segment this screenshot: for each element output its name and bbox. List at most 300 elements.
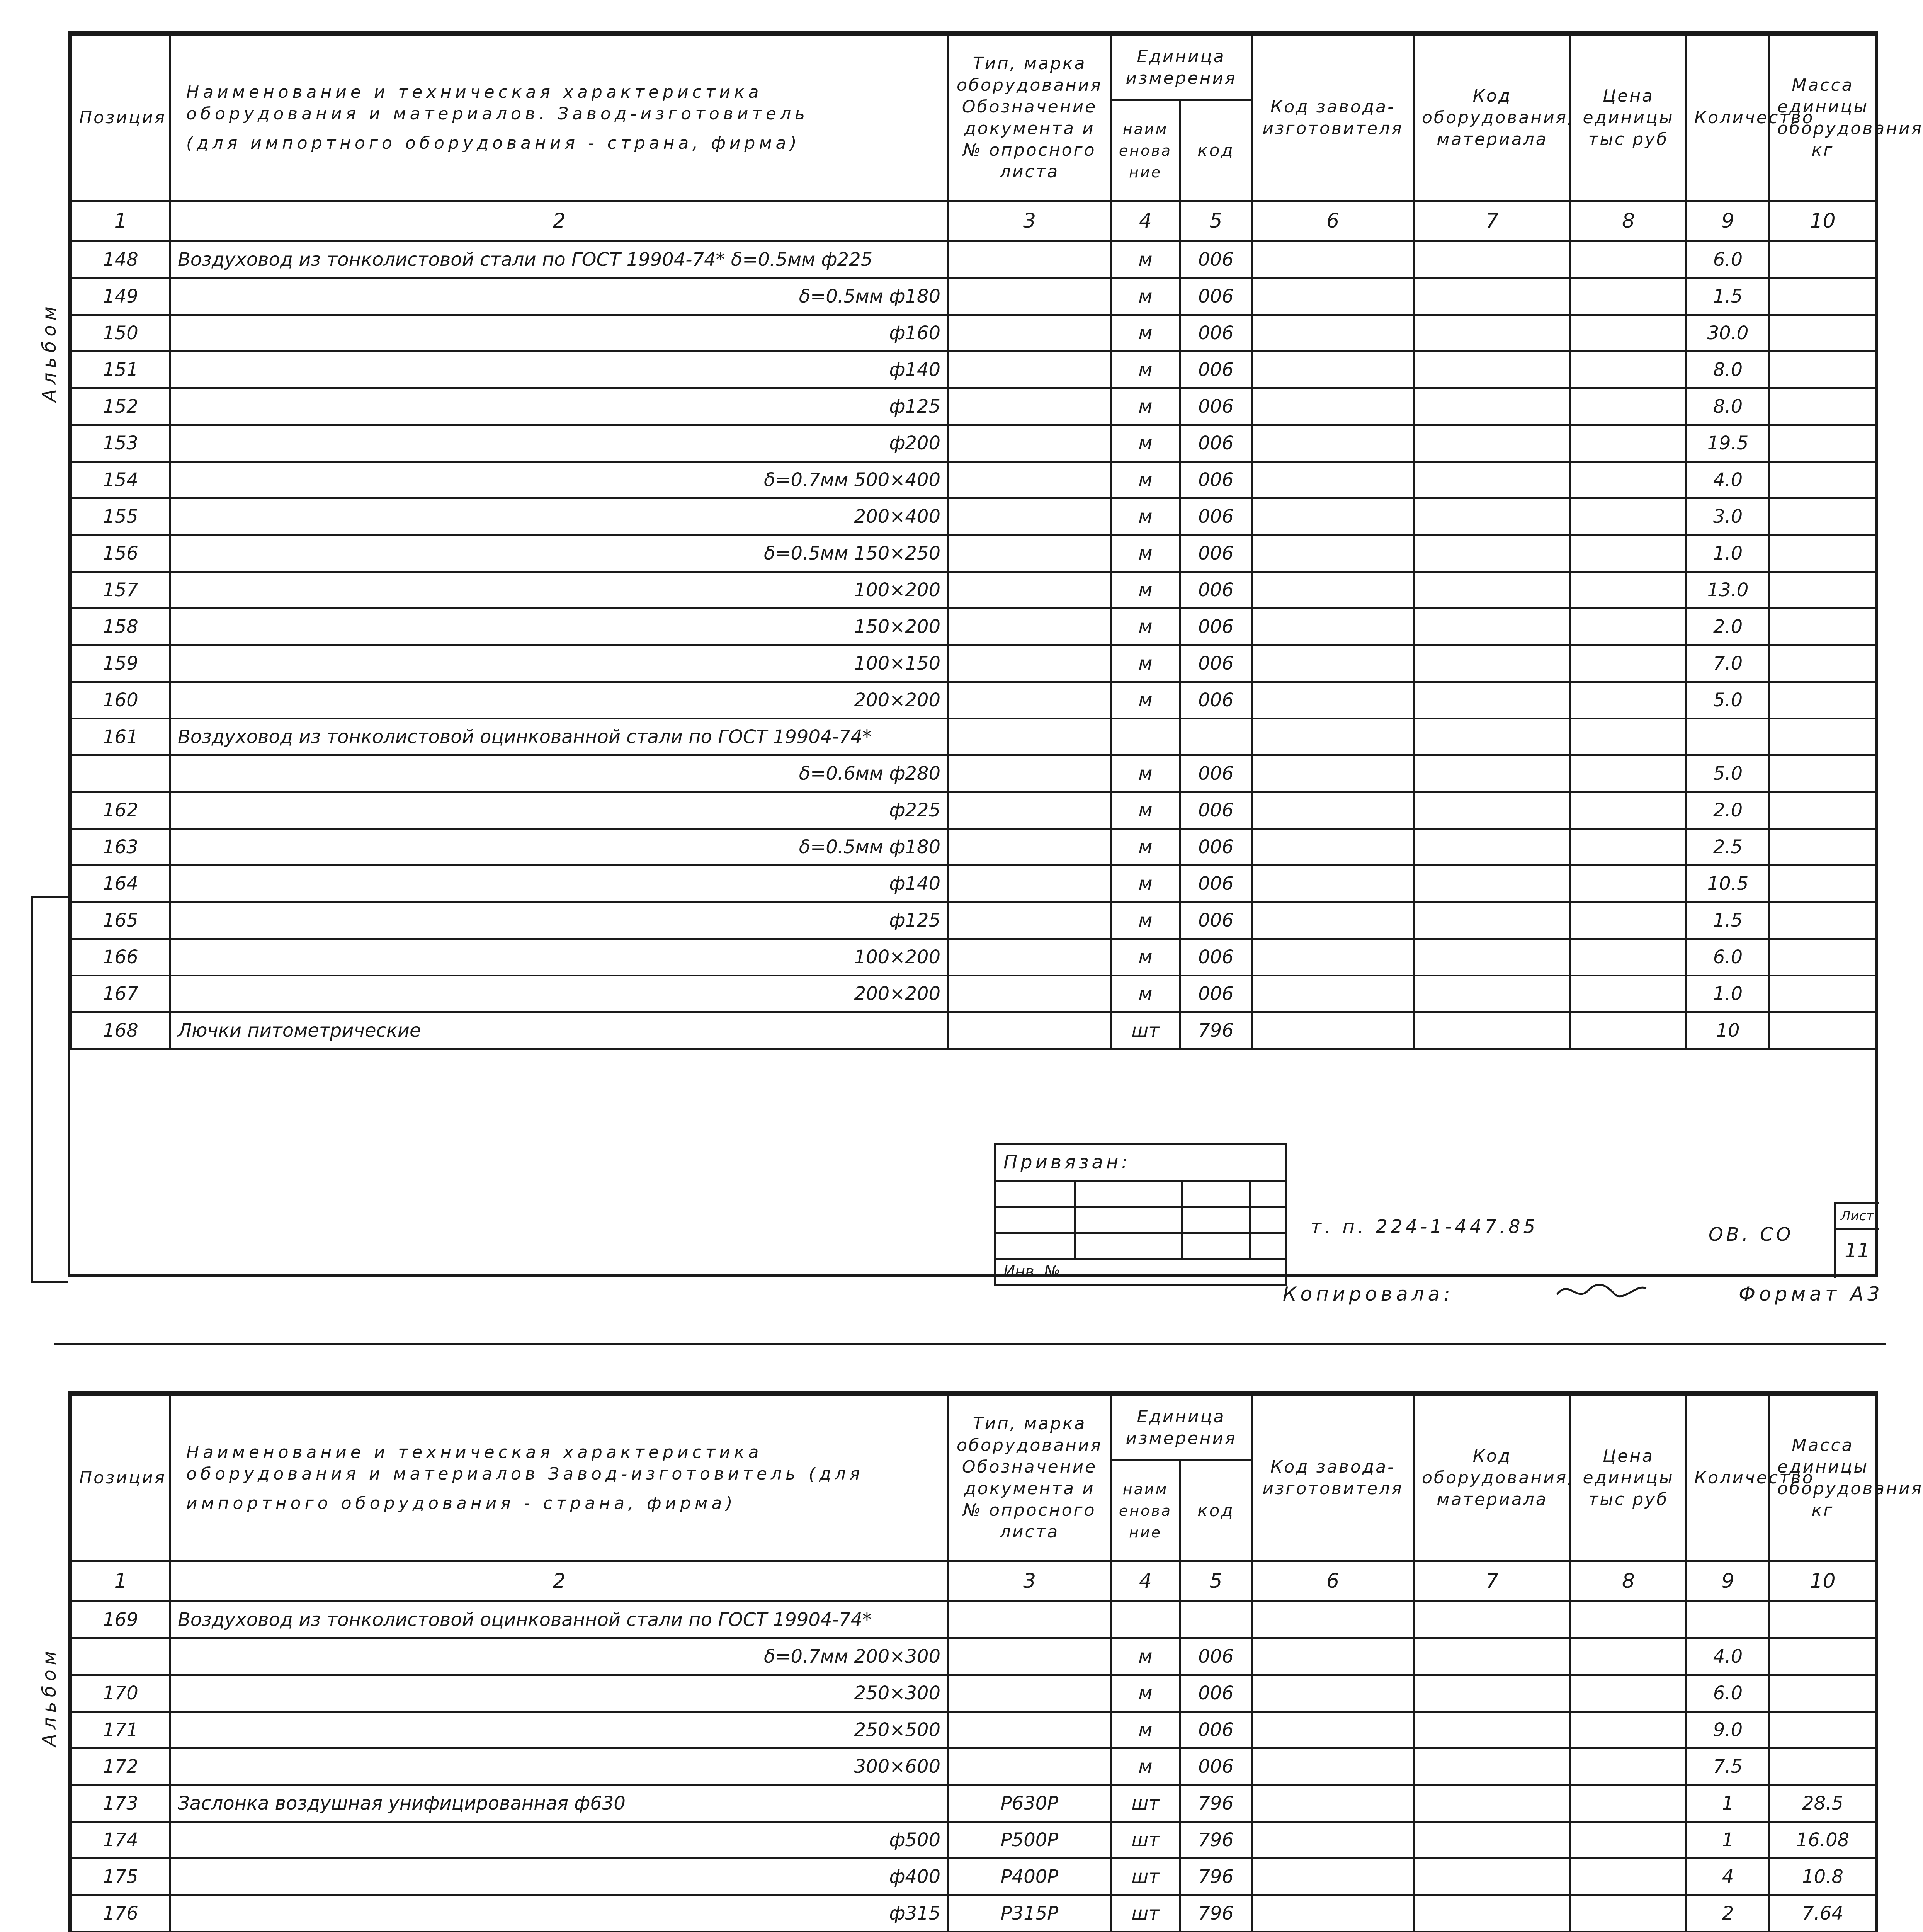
row-equip-code [1414, 866, 1571, 902]
row-type [949, 535, 1111, 572]
table-row [71, 388, 1876, 425]
row-equip-code [1414, 682, 1571, 719]
row-mass [1770, 976, 1876, 1012]
row-qty: 4 [1687, 1859, 1770, 1895]
row-unit: м [1111, 609, 1180, 645]
row-position: 173 [71, 1785, 170, 1822]
row-qty: 7.5 [1687, 1748, 1770, 1785]
row-unit-code: 006 [1180, 462, 1252, 498]
header-equip-code: Код оборудования, материала [1414, 35, 1571, 201]
row-mass [1770, 352, 1876, 388]
row-type [949, 645, 1111, 682]
column-number-7: 7 [1414, 1561, 1571, 1602]
row-equip-code [1414, 609, 1571, 645]
row-mass [1770, 278, 1876, 315]
row-equip-code [1414, 1675, 1571, 1712]
row-equip-code [1414, 498, 1571, 535]
table-row [71, 1748, 1876, 1785]
row-name: δ=0.7мм 200×300 [170, 1638, 949, 1675]
row-position: 170 [71, 1675, 170, 1712]
table-row [71, 498, 1876, 535]
row-price [1571, 498, 1687, 535]
row-position: 148 [71, 242, 170, 278]
row-type [949, 572, 1111, 609]
margin-bracket-1 [31, 896, 68, 1283]
row-name: ф200 [170, 425, 949, 462]
header-price-2: Цена единицы тыс руб [1571, 1395, 1687, 1561]
row-mass [1770, 388, 1876, 425]
row-unit: м [1111, 425, 1180, 462]
row-name: ф400 [170, 1859, 949, 1895]
row-name: 250×300 [170, 1675, 949, 1712]
row-unit-code: 006 [1180, 792, 1252, 829]
row-factory-code [1252, 1712, 1414, 1748]
row-unit: шт [1111, 1859, 1180, 1895]
row-name: ф225 [170, 792, 949, 829]
row-price [1571, 278, 1687, 315]
row-factory-code [1252, 1675, 1414, 1712]
row-qty: 7.0 [1687, 645, 1770, 682]
table-row [71, 976, 1876, 1012]
row-price [1571, 1675, 1687, 1712]
row-type [949, 829, 1111, 866]
row-type [949, 1012, 1111, 1049]
table-row [71, 1675, 1876, 1712]
table-row [71, 242, 1876, 278]
row-mass [1770, 462, 1876, 498]
header-factory-code-2: Код завода-изготовителя [1252, 1395, 1414, 1561]
header-type-2: Тип, марка оборудования Обозначение документа и № опросного листа [949, 1395, 1111, 1561]
row-type [949, 1748, 1111, 1785]
row-unit-code: 006 [1180, 1748, 1252, 1785]
column-number-7: 7 [1414, 201, 1571, 242]
row-unit-code: 006 [1180, 645, 1252, 682]
row-name: δ=0.5мм ф180 [170, 829, 949, 866]
row-mass: 7.64 [1770, 1895, 1876, 1932]
row-unit: м [1111, 755, 1180, 792]
row-unit: м [1111, 682, 1180, 719]
column-number-8: 8 [1571, 201, 1687, 242]
row-qty: 1.0 [1687, 976, 1770, 1012]
row-factory-code [1252, 976, 1414, 1012]
row-position: 162 [71, 792, 170, 829]
row-position: 149 [71, 278, 170, 315]
row-mass [1770, 315, 1876, 352]
row-name: 300×600 [170, 1748, 949, 1785]
signature-1 [1553, 1275, 1650, 1306]
row-mass [1770, 498, 1876, 535]
table-row [71, 682, 1876, 719]
row-mass [1770, 1602, 1876, 1638]
column-number-8: 8 [1571, 1561, 1687, 1602]
bound-stamp-1 [994, 1143, 1287, 1286]
row-unit-code: 006 [1180, 242, 1252, 278]
bound-label-1: Привязан: [995, 1144, 1287, 1181]
spec-sheet-12 [68, 1391, 1923, 1932]
row-unit-code: 006 [1180, 902, 1252, 939]
row-type [949, 498, 1111, 535]
column-number-9: 9 [1687, 201, 1770, 242]
table-row [71, 1785, 1876, 1822]
row-name: ф140 [170, 352, 949, 388]
row-unit-code: 006 [1180, 976, 1252, 1012]
row-qty: 4.0 [1687, 1638, 1770, 1675]
row-unit: м [1111, 535, 1180, 572]
row-factory-code [1252, 792, 1414, 829]
row-unit-code: 796 [1180, 1012, 1252, 1049]
row-qty: 10 [1687, 1012, 1770, 1049]
row-factory-code [1252, 1602, 1414, 1638]
row-type [949, 278, 1111, 315]
row-position: 161 [71, 719, 170, 755]
row-name: ф125 [170, 388, 949, 425]
row-type [949, 1602, 1111, 1638]
column-number-3: 3 [949, 1561, 1111, 1602]
row-factory-code [1252, 719, 1414, 755]
row-mass [1770, 535, 1876, 572]
column-number-1: 1 [71, 201, 170, 242]
row-mass: 16.08 [1770, 1822, 1876, 1859]
row-type: Р315Р [949, 1895, 1111, 1932]
row-price [1571, 462, 1687, 498]
row-factory-code [1252, 498, 1414, 535]
row-unit: м [1111, 1748, 1180, 1785]
row-factory-code [1252, 572, 1414, 609]
album-label-1: Альбом [39, 302, 60, 402]
table-row [71, 1712, 1876, 1748]
row-mass [1770, 572, 1876, 609]
table-row [71, 719, 1876, 755]
row-qty: 1 [1687, 1785, 1770, 1822]
column-number-10: 10 [1770, 201, 1876, 242]
row-position: 157 [71, 572, 170, 609]
row-price [1571, 866, 1687, 902]
row-position: 156 [71, 535, 170, 572]
sheet-num-1: 11 [1844, 1239, 1870, 1262]
row-mass [1770, 609, 1876, 645]
row-qty: 8.0 [1687, 388, 1770, 425]
table-row [71, 425, 1876, 462]
row-mass: 10.8 [1770, 1859, 1876, 1895]
table-row [71, 1822, 1876, 1859]
row-price [1571, 682, 1687, 719]
row-type: Р400Р [949, 1859, 1111, 1895]
header-name-2 [170, 1395, 949, 1561]
table-row [71, 792, 1876, 829]
row-position: 150 [71, 315, 170, 352]
header-qty: Количество [1687, 35, 1770, 201]
row-unit: м [1111, 645, 1180, 682]
row-unit: м [1111, 829, 1180, 866]
row-name: Воздуховод из тонколистовой оцинкованной стали по ГОСТ 19904-74* [170, 719, 949, 755]
row-factory-code [1252, 609, 1414, 645]
spec-table-2 [70, 1394, 1923, 1932]
page-divider [54, 1343, 1886, 1345]
format-1: Формат А3 [1739, 1283, 1884, 1305]
row-price [1571, 1012, 1687, 1049]
row-unit: м [1111, 572, 1180, 609]
row-equip-code [1414, 1602, 1571, 1638]
row-qty: 5.0 [1687, 682, 1770, 719]
row-price [1571, 1638, 1687, 1675]
row-price [1571, 242, 1687, 278]
row-unit: м [1111, 902, 1180, 939]
column-number-10: 10 [1770, 1561, 1876, 1602]
row-equip-code [1414, 278, 1571, 315]
row-position: 153 [71, 425, 170, 462]
column-number-3: 3 [949, 201, 1111, 242]
table-row [71, 939, 1876, 976]
column-number-6: 6 [1252, 201, 1414, 242]
table-row [71, 278, 1876, 315]
row-position: 166 [71, 939, 170, 976]
row-unit-code: 006 [1180, 1712, 1252, 1748]
row-factory-code [1252, 425, 1414, 462]
column-numbers-row-2 [71, 1561, 1876, 1602]
row-name: Воздуховод из тонколистовой стали по ГОСТ 19904-74* δ=0.5мм ф225 [170, 242, 949, 278]
row-mass [1770, 792, 1876, 829]
row-position [71, 1638, 170, 1675]
row-factory-code [1252, 535, 1414, 572]
row-type [949, 1675, 1111, 1712]
row-unit: м [1111, 315, 1180, 352]
row-name: δ=0.6мм ф280 [170, 755, 949, 792]
table-row [71, 609, 1876, 645]
row-qty: 30.0 [1687, 315, 1770, 352]
row-position: 171 [71, 1712, 170, 1748]
table-row [71, 1012, 1876, 1049]
row-name: Лючки питометрические [170, 1012, 949, 1049]
spec-sheet-11 [68, 31, 1923, 1281]
row-position: 164 [71, 866, 170, 902]
row-qty: 19.5 [1687, 425, 1770, 462]
row-qty: 6.0 [1687, 1675, 1770, 1712]
row-type [949, 682, 1111, 719]
row-unit: м [1111, 1712, 1180, 1748]
header-type: Тип, марка оборудования Обозначение документа и № опросного листа [949, 35, 1111, 201]
row-equip-code [1414, 462, 1571, 498]
row-factory-code [1252, 902, 1414, 939]
row-name: Воздуховод из тонколистовой оцинкованной стали по ГОСТ 19904-74* [170, 1602, 949, 1638]
column-number-1: 1 [71, 1561, 170, 1602]
row-unit-code: 006 [1180, 278, 1252, 315]
row-factory-code [1252, 755, 1414, 792]
row-qty: 1.0 [1687, 535, 1770, 572]
row-price [1571, 645, 1687, 682]
row-price [1571, 352, 1687, 388]
row-position: 175 [71, 1859, 170, 1895]
row-unit: м [1111, 242, 1180, 278]
row-type [949, 792, 1111, 829]
row-price [1571, 1859, 1687, 1895]
row-type [949, 1638, 1111, 1675]
header-mass: Масса единицы оборудования кг [1770, 35, 1876, 201]
header-unit-code: код [1180, 100, 1252, 201]
row-price [1571, 535, 1687, 572]
row-position: 151 [71, 352, 170, 388]
row-equip-code [1414, 388, 1571, 425]
row-unit: м [1111, 462, 1180, 498]
row-name: 100×150 [170, 645, 949, 682]
row-price [1571, 1822, 1687, 1859]
column-number-2: 2 [170, 201, 949, 242]
row-equip-code [1414, 572, 1571, 609]
spec-body-2 [71, 1602, 1876, 1932]
album-label-2: Альбом [39, 1646, 60, 1747]
row-name: δ=0.5мм 150×250 [170, 535, 949, 572]
row-mass [1770, 242, 1876, 278]
inv-label-1: Инв. № [995, 1259, 1287, 1285]
row-unit-code: 006 [1180, 425, 1252, 462]
row-factory-code [1252, 1012, 1414, 1049]
table-row [71, 866, 1876, 902]
row-position: 158 [71, 609, 170, 645]
row-unit: м [1111, 498, 1180, 535]
row-position: 169 [71, 1602, 170, 1638]
row-unit-code: 006 [1180, 755, 1252, 792]
row-qty: 1.5 [1687, 278, 1770, 315]
row-equip-code [1414, 315, 1571, 352]
spec-body-1 [71, 242, 1876, 1049]
row-type: Р500Р [949, 1822, 1111, 1859]
row-factory-code [1252, 1785, 1414, 1822]
row-unit-code: 796 [1180, 1859, 1252, 1895]
row-factory-code [1252, 645, 1414, 682]
row-unit: м [1111, 939, 1180, 976]
row-name: ф315 [170, 1895, 949, 1932]
row-factory-code [1252, 829, 1414, 866]
column-number-6: 6 [1252, 1561, 1414, 1602]
row-type [949, 315, 1111, 352]
row-qty: 3.0 [1687, 498, 1770, 535]
header-unit-name: наименование [1111, 100, 1180, 201]
row-type [949, 242, 1111, 278]
header-name-top: Наименование и техническая характеристика оборудования и материалов. Завод-изготовитель [186, 82, 809, 124]
row-position: 172 [71, 1748, 170, 1785]
header-unit-name-2: наименование [1111, 1461, 1180, 1561]
row-qty: 1 [1687, 1822, 1770, 1859]
row-unit-code [1180, 1602, 1252, 1638]
row-equip-code [1414, 1012, 1571, 1049]
row-unit: м [1111, 388, 1180, 425]
row-equip-code [1414, 1712, 1571, 1748]
row-price [1571, 829, 1687, 866]
column-number-5: 5 [1180, 201, 1252, 242]
row-price [1571, 792, 1687, 829]
row-unit-code: 006 [1180, 866, 1252, 902]
doc-mark-1: ОВ. СО [1709, 1224, 1794, 1245]
row-equip-code [1414, 939, 1571, 976]
row-position: 155 [71, 498, 170, 535]
row-equip-code [1414, 1638, 1571, 1675]
column-number-2: 2 [170, 1561, 949, 1602]
row-mass [1770, 1675, 1876, 1712]
row-unit-code: 006 [1180, 388, 1252, 425]
row-unit-code: 006 [1180, 682, 1252, 719]
row-price [1571, 572, 1687, 609]
row-position: 154 [71, 462, 170, 498]
row-unit: м [1111, 866, 1180, 902]
row-equip-code [1414, 425, 1571, 462]
row-equip-code [1414, 645, 1571, 682]
header-qty-2: Количество [1687, 1395, 1770, 1561]
row-unit: м [1111, 278, 1180, 315]
header-name [170, 35, 949, 201]
row-name: 150×200 [170, 609, 949, 645]
row-name: ф500 [170, 1822, 949, 1859]
row-unit: шт [1111, 1895, 1180, 1932]
row-price [1571, 976, 1687, 1012]
row-name: Заслонка воздушная унифицированная ф630 [170, 1785, 949, 1822]
row-mass [1770, 939, 1876, 976]
row-type [949, 902, 1111, 939]
row-qty: 2 [1687, 1895, 1770, 1932]
row-position: 160 [71, 682, 170, 719]
row-name: 200×200 [170, 976, 949, 1012]
row-price [1571, 388, 1687, 425]
row-name: 200×400 [170, 498, 949, 535]
row-equip-code [1414, 352, 1571, 388]
table-row [71, 1602, 1876, 1638]
column-number-5: 5 [1180, 1561, 1252, 1602]
table-row [71, 1638, 1876, 1675]
row-qty: 1.5 [1687, 902, 1770, 939]
row-position: 174 [71, 1822, 170, 1859]
row-equip-code [1414, 902, 1571, 939]
row-name: 250×500 [170, 1712, 949, 1748]
row-factory-code [1252, 1822, 1414, 1859]
row-unit: м [1111, 792, 1180, 829]
row-name: δ=0.5мм ф180 [170, 278, 949, 315]
row-price [1571, 1785, 1687, 1822]
row-position: 165 [71, 902, 170, 939]
row-factory-code [1252, 1638, 1414, 1675]
row-type [949, 755, 1111, 792]
row-factory-code [1252, 242, 1414, 278]
row-unit-code: 006 [1180, 352, 1252, 388]
row-factory-code [1252, 388, 1414, 425]
row-name: ф125 [170, 902, 949, 939]
row-factory-code [1252, 1859, 1414, 1895]
row-price [1571, 755, 1687, 792]
row-name: 100×200 [170, 939, 949, 976]
row-position: 176 [71, 1895, 170, 1932]
row-unit-code: 006 [1180, 829, 1252, 866]
row-equip-code [1414, 976, 1571, 1012]
row-price [1571, 1712, 1687, 1748]
row-equip-code [1414, 755, 1571, 792]
row-factory-code [1252, 462, 1414, 498]
row-type [949, 866, 1111, 902]
row-unit: шт [1111, 1822, 1180, 1859]
row-price [1571, 719, 1687, 755]
row-unit-code: 006 [1180, 1675, 1252, 1712]
row-name: δ=0.7мм 500×400 [170, 462, 949, 498]
row-mass [1770, 866, 1876, 902]
header-unit: Единица измерения [1111, 35, 1252, 100]
row-unit-code: 796 [1180, 1895, 1252, 1932]
row-unit: шт [1111, 1785, 1180, 1822]
row-type [949, 425, 1111, 462]
row-equip-code [1414, 1822, 1571, 1859]
row-unit-code: 796 [1180, 1822, 1252, 1859]
header-factory-code: Код завода-изготовителя [1252, 35, 1414, 201]
header-name2-top: Наименование и техническая характеристика оборудования и материалов Завод-изготовитель (для [186, 1442, 864, 1484]
row-mass: 28.5 [1770, 1785, 1876, 1822]
row-position: 163 [71, 829, 170, 866]
row-unit-code: 006 [1180, 572, 1252, 609]
row-unit-code: 006 [1180, 1638, 1252, 1675]
